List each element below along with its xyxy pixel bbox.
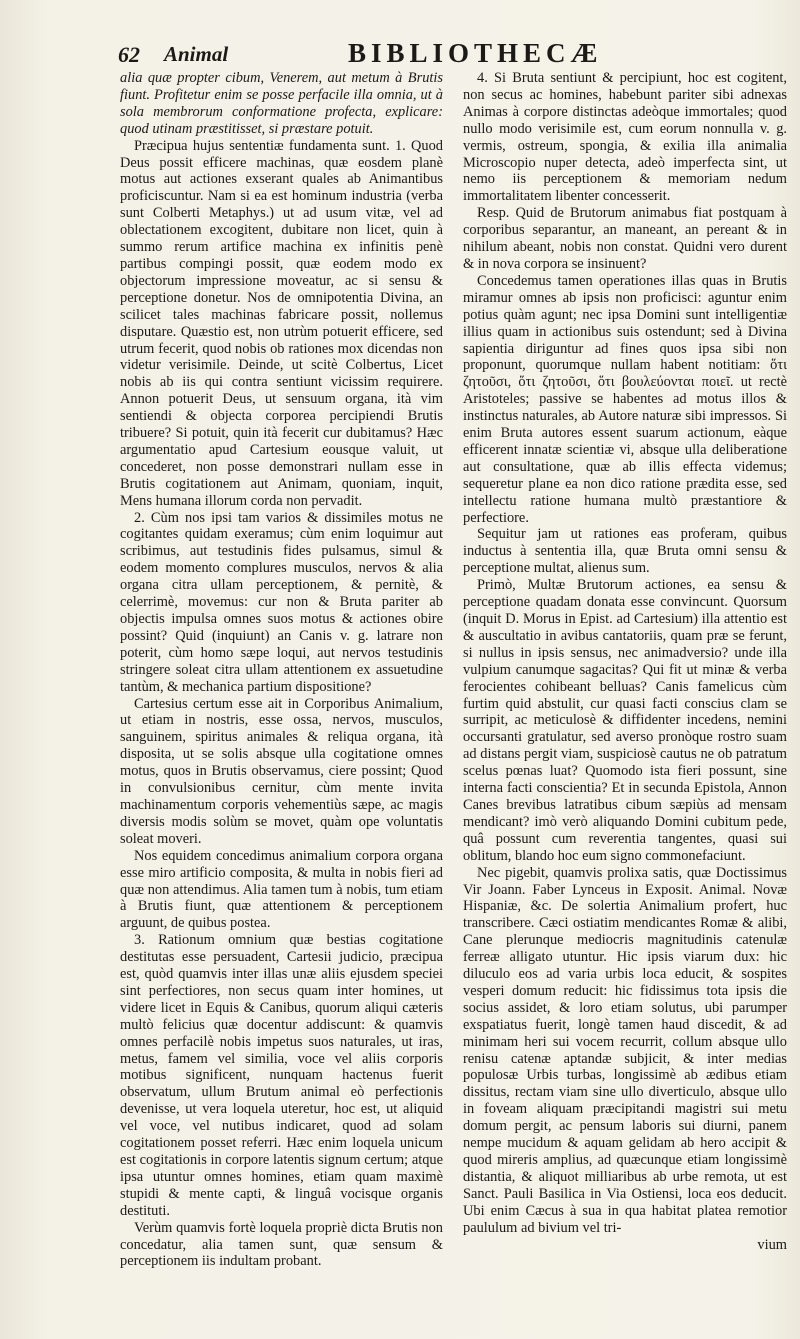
right-column [463,70,787,1253]
page-number: 62 [118,42,140,67]
paragraph: alia quæ propter cibum, Venerem, aut metum à Brutis fiunt. Profitetur enim se posse perfacile illa omnia, ut à sola membrorum conformatione profecta, explicare: quod utinam præstitisset, si præstare potuit. [120,70,443,137]
paragraph: Sequitur jam ut rationes eas proferam, quibus inductus à sententia illa, quæ Bruta omni sensu & perceptione multat, alienus sum. [463,526,787,577]
paragraph: Resp. Quid de Brutorum animabus fiat postquam à corporibus separantur, an maneant, an pereant & in nihilum abeant, nobis non constat. Quidni vero durent & in nova corpora se insinuent? [463,205,787,272]
running-head: Animal [164,42,229,66]
paragraph: Concedemus tamen operationes illas quas in Brutis miramur omnes ab ipsis non proficisci: aguntur enim potius quàm agunt; nec ipsa Domini sunt intelligentiæ illius quam in actionibus suis ostendunt; sed à Divina sapientia diriguntur ad fines quos ipsa sibi non proponunt, quorumque nullam habent notitiam: ὅτι ζητοῦσι, ὅτι ζητοῦσι, ὅτι βουλεύονται ποιεῖ. ut rectè Aristoteles; passive se habentes ad motus illos & instinctus naturales, ab Autore naturæ sibi impressos. Si enim Bruta autores essent suarum actionum, eàque efficerent innatæ scientiæ vi, absque ulla deliberatione aut consultatione, quæ ab illis effecta videmus; sequeretur plane ea non dico ratione prædita esse, sed intellectu ratione humana multò præstantiore & perfectiore. [463,272,787,526]
page-header [118,38,768,72]
paragraph: 4. Si Bruta sentiunt & percipiunt, hoc est cogitent, non secus ac homines, habebunt pariter sibi adnexas Animas à corpore distinctas adeòque immortales; quod nullo modo verisimile est, cum eorum nonnulla v. g. vermis, ostreum, spongia, & exilia illa animalia Microscopio nuper detecta, adeò imperfecta sint, ut nemo iis perceptionem & memoriam nedum immortalitatem libenter concesserit. [463,70,787,205]
page-title: BIBLIOTHECÆ [348,38,603,68]
paragraph: 3. Rationum omnium quæ bestias cogitatione destitutas esse persuadent, Cartesii judicio, præcipua est, quòd quamvis inter illas unæ aliis ejusdem speciei sint perfectiores, non secus quam inter homines, ut videre licet in Equis & Canibus, quorum aliqui cæteris multò felicius quæ docentur addiscunt: & quamvis omnes perfacilè nobis impetus suos naturales, ut iras, metus, famem vel similia, voce vel aliis corporis motibus significent, nunquam hactenus fuerit observatum, ullum Brutum animal eò perfectionis devenisse, ut vera loquela uteretur, hoc est, ut aliquid vel voce, vel nutibus indicaret, quod ad solam cogitationem posset referri. Hæc enim loquela unicum est cogitationis in corpore latentis signum certum; atque ipsa utuntur omnes homines, etiam quam maximè stupidi & mente capti, & linguâ vocisque organis destituti. [120,932,443,1219]
left-column [120,70,443,1270]
paragraph: Præcipua hujus sententiæ fundamenta sunt. 1. Quod Deus possit efficere machinas, quæ eosdem planè motus aut actiones exserant quales ab Animantibus proficiscuntur. Nam si ea est hominum industria (verba sunt Colberti Metaphys.) ut ad usum vitæ, vel ad oblectationem excogitent, dubitare non licet, quin à summo rerum artifice machina ex infinitis penè partibus compingi possit, quæ eodem modo ex objectorum impressione moveatur, ac si sensu & perceptione donetur. Nos de omnipotentia Divina, an scilicet tales machinas fabricare possit, nollemus disputare. Quæstio est, non utrùm potuerit efficere, sed utrum fecerit, quod nobis ob rationes mox dicendas non videtur verisimile. Deinde, ut scitè Colbertus, Licet nobis ab iis qui contra sentiunt vicissim requirere. Annon potuerit Deus, ut sensuum organa, ità vim sentiendi & objecta corporea percipiendi Brutis tribuere? Si potuit, quin ità fecerit cur dubitamus? Hæc argumentatio apud Cartesium eousque valuit, ut concederet, non posse demonstrari nullam esse in Brutis cogitationem aut Animam, quoniam, inquit, Mens humana illorum corda non pervadit. [120,137,443,509]
paragraph: Cartesius certum esse ait in Corporibus Animalium, ut etiam in nostris, esse ossa, nervos, musculos, sanguinem, spiritus animales & reliqua organa, ità disposita, ut se solis absque ulla cogitatione omnes motus, quos in Brutis observamus, ciere possint; Quod in convulsionibus cernitur, cùm mente invita machinamentum corporis vehementiùs sæpe, ac magis diversis modis solùm se movet, quàm ope voluntatis soleat moveri. [120,695,443,847]
paragraph: vium [757,1236,787,1253]
paragraph: 2. Cùm nos ipsi tam varios & dissimiles motus ne cogitantes quidam exeramus; cùm enim loquimur aut scribimus, aut testudinis fides pulsamus, simul & eodem momento complures musculos, nervos & alia organa citra ullam perceptionem, & pernitè, & celerrimè, movemus: cur non & Bruta pariter ab objectis impulsa omnes suos motus & actiones obire possint? Quid (inquiunt) an Canis v. g. latrare non poterit, cùm homo sæpe loqui, aut nervos testudinis stringere soleat citra ullam attentionem ex assuetudine tantùm, & mechanica partium dispositione? [120,509,443,695]
paragraph: Verùm quamvis fortè loquela propriè dicta Brutis non concedatur, alia tamen sunt, quæ sensum & perceptionem iis indultam probant. [120,1219,443,1270]
paragraph: Primò, Multæ Brutorum actiones, ea sensu & perceptione quadam donata esse convincunt. Quorsum (inquit D. Morus in Epist. ad Cartesium) illa attentio est & auscultatio in avibus cantatoriis, quam præ se ferunt, si nullus in ipsis sensus, nec animadversio? unde illa vulpium canumque sagacitas? Qui fit ut minæ & verba ferocientes cohibeant belluas? Canis famelicus cùm furtim quid abstulit, cur quasi facti conscius clam se surripit, ac meticulosè & diffidenter incedens, nemini occursanti gratulatur, sed averso pronòque rostro suam ad distans pergit viam, suspiciosè cautus ne ob patratum scelus pœnas luat? Quomodo ista fieri possunt, sine interna facti conscientia? Et in secunda Epistola, Annon Canes brevibus latratibus cibum sæpiùs ad mensam mendicant? imò verò aliquando Domini cubitum pede, quâ possunt cum reverentia tangentes, quasi sui oblitum, blando hoc eum signo commonefaciunt. [463,577,787,864]
paragraph: Nec pigebit, quamvis prolixa satis, quæ Doctissimus Vir Joann. Faber Lynceus in Exposit. Animal. Novæ Hispaniæ, &c. De solertia Animalium profert, huc transcribere. Cæci ostiatim mendicantes Romæ & alibi, Cane plerunque mediocris magnitudinis catenulæ ferreæ alligato utuntur. Hic ipsis viarum dux: hic diluculo eos ad varia urbis loca educit, & sospites vesperi domum reducit: hic fidissimus tota ipsis die socius assidet, & loro etiam solutus, ubi parumper exspatiatus fuerit, longè tamen haud discedit, & ad minimam heri sui vocem recurrit, collum absque ullo renisu catenæ aptandæ subjicit, & inter medias populosæ Urbis turbas, longissimè ab ædibus etiam dissitus, rectam viam sine ullo diverticulo, absque ullo in foveam aliquam præcipitandi magistri sui metu domum pergit, ac pensum laboris sui diurni, panem nempe mucidum & aquam gelidam ab hero accipit & quod mireris amplius, ad quæcunque etiam longissimè distantia, & aliquot milliaribus ab urbe remota, ut est Sanct. Pauli Basilica in Via Ostiensi, loca eos deducit. Ubi enim Cæcus à sua in qua habitat platea remotior paululum ad bivium vel tri- [463,864,787,1236]
paragraph: Nos equidem concedimus animalium corpora organa esse miro artificio composita, & multa in nobis fieri ad quæ non attendimus. Alia tamen tum à nobis, tum etiam à Brutis fiunt, quæ attentionem & perceptionem arguunt, de quibus postea. [120,847,443,932]
